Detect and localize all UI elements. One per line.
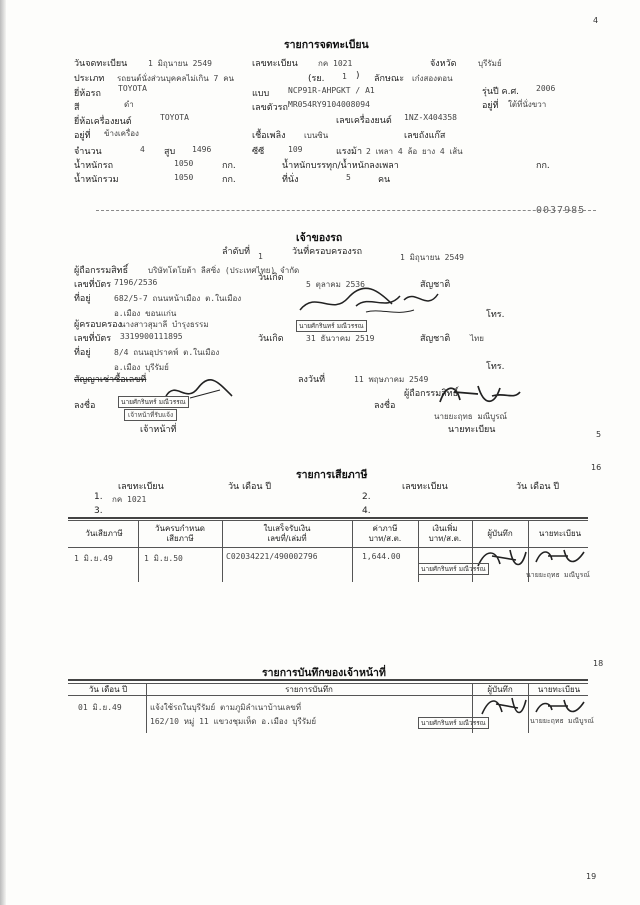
regno-label: เลขทะเบียน bbox=[252, 59, 298, 69]
contract-date-value: 11 พฤษภาคม 2549 bbox=[354, 375, 429, 384]
engine-loc-label: อยู่ที่ bbox=[74, 131, 91, 141]
location-label: อยู่ที่ bbox=[482, 101, 499, 111]
sign1-label: ลงชื่อ bbox=[74, 401, 96, 411]
tax-regno-header-left: เลขทะเบียน bbox=[118, 482, 164, 492]
weight-unit: กก. bbox=[222, 161, 236, 171]
holder-addr2-value: อ.เมือง บุรีรัมย์ bbox=[114, 363, 169, 372]
total-weight-label: น้ำหนักรวม bbox=[74, 175, 119, 185]
color-label: สี bbox=[74, 103, 80, 113]
contract-date-label: ลงวันที่ bbox=[298, 375, 326, 385]
page-number-18: 18 bbox=[593, 659, 604, 668]
chassis-label: เลขตัวรถ bbox=[252, 103, 288, 113]
brand-value: TOYOTA bbox=[118, 84, 147, 93]
tax-row4-no: 4. bbox=[362, 506, 371, 516]
notes-registrar-signature bbox=[530, 696, 590, 718]
tax-regno-header-right: เลขทะเบียน bbox=[402, 482, 448, 492]
regno-value: กค 1021 bbox=[318, 59, 353, 68]
sign1-name: นายศักรินทร์ มณีวรรณ bbox=[118, 396, 189, 408]
style-label: ลักษณะ bbox=[374, 74, 405, 84]
card-label: เลขที่บัตร bbox=[74, 280, 112, 290]
chassis-value: MR054RY9104008094 bbox=[288, 100, 370, 109]
birth-label: วันเกิด bbox=[258, 273, 284, 283]
total-weight-unit: กก. bbox=[222, 175, 236, 185]
notes-row-line1: แจ้งใช้รถในบุรีรัมย์ ตามภูมิลำเนาบ้านเลขที่ bbox=[150, 703, 302, 712]
style-value: เก๋งสองตอน bbox=[412, 74, 453, 83]
notes-stamp: นายศักรินทร์ มณีวรรณ bbox=[418, 717, 489, 729]
hp-value: 2 เพลา 4 ล้อ ยาง 4 เส้น bbox=[366, 147, 463, 156]
gas-label: เลขถังแก๊ส bbox=[404, 131, 446, 141]
load-unit: กก. bbox=[536, 161, 550, 171]
count-value: 4 bbox=[140, 145, 145, 154]
type-label: ประเภท bbox=[74, 74, 105, 84]
tax-amount-value: 1,644.00 bbox=[362, 552, 401, 561]
tax-col-extra: เงินเพิ่ม บาท/ส.ต. bbox=[428, 524, 462, 543]
cc-value: 109 bbox=[288, 145, 303, 154]
notes-col-record: รายการบันทึก bbox=[285, 685, 333, 694]
owner-sig-label: ผู้ถือกรรมสิทธิ์ bbox=[404, 389, 459, 399]
notes-col-registrar: นายทะเบียน bbox=[537, 685, 581, 694]
type-value: รถยนต์นั่งส่วนบุคคลไม่เกิน 7 คน bbox=[117, 74, 235, 83]
notes-title: รายการบันทึกของเจ้าหน้าที่ bbox=[262, 667, 386, 679]
owner-value: บริษัทโตโยต้า ลีสซิ่ง (ประเทศไทย) จำกัด bbox=[148, 266, 300, 275]
seat-label: ที่นั่ง bbox=[282, 175, 299, 185]
tax-col-paid: วันเสียภาษี bbox=[85, 529, 123, 538]
count-label: จำนวน bbox=[74, 147, 102, 157]
tax-title: รายการเสียภาษี bbox=[296, 469, 368, 481]
page-number-5: 5 bbox=[596, 430, 602, 439]
owner-signature bbox=[296, 282, 446, 324]
page-number-19: 19 bbox=[586, 872, 597, 881]
seat-value: 5 bbox=[346, 173, 351, 182]
page-number-16: 16 bbox=[591, 463, 602, 472]
modelyear-value: 2006 bbox=[536, 84, 556, 93]
fuel-value: เบนซิน bbox=[304, 131, 329, 140]
tax-col-recorder: ผู้บันทึก bbox=[487, 529, 513, 538]
tel-label: โทร. bbox=[486, 310, 505, 320]
color-value: ดำ bbox=[124, 100, 134, 109]
seat-unit: คน bbox=[378, 175, 391, 185]
seq-label: ลำดับที่ bbox=[222, 247, 251, 257]
holder-addr-label: ที่อยู่ bbox=[74, 348, 91, 358]
possess-label: วันที่ครอบครองรถ bbox=[292, 247, 363, 257]
holder-tel-label: โทร. bbox=[486, 362, 505, 372]
load-label: น้ำหนักบรรทุก/น้ำหนักลงเพลา bbox=[282, 161, 399, 171]
notes-registrar-name: นายยะฤทธ มณีบูรณ์ bbox=[530, 717, 594, 725]
registrar-signature bbox=[434, 378, 524, 410]
holder-card-label: เลขที่บัตร bbox=[74, 334, 112, 344]
model-label: แบบ bbox=[252, 89, 270, 99]
nation-label: สัญชาติ bbox=[420, 280, 451, 290]
cyl-value: 1496 bbox=[192, 145, 212, 154]
holder-label: ผู้ครอบครอง bbox=[74, 320, 122, 330]
sign2-label: ลงชื่อ bbox=[374, 401, 396, 411]
registration-title: รายการจดทะเบียน bbox=[284, 39, 369, 51]
birth-value: 5 ตุลาคม 2536 bbox=[306, 280, 365, 289]
cyl-label: สูบ bbox=[164, 147, 176, 157]
province-value: บุรีรัมย์ bbox=[478, 59, 502, 68]
owner-stamp: นายศักรินทร์ มณีวรรณ bbox=[296, 320, 367, 332]
sign1-caption: เจ้าหน้าที่ bbox=[140, 425, 177, 435]
cc-label: ซีซี bbox=[252, 147, 265, 157]
notes-col-date: วัน เดือน ปี bbox=[88, 685, 128, 694]
tax-date-header-right: วัน เดือน ปี bbox=[516, 482, 560, 492]
contract-label: สัญญาเช่าซื้อเลขที่ bbox=[74, 375, 147, 385]
owner-title: เจ้าของรถ bbox=[296, 232, 343, 244]
holder-birth-value: 31 ธันวาคม 2519 bbox=[306, 334, 375, 343]
rs-value: 1 bbox=[342, 72, 347, 81]
engine-loc-value: ข้างเครื่อง bbox=[104, 129, 139, 138]
engine-no-label: เลขเครื่องยนต์ bbox=[336, 116, 392, 126]
hp-label: แรงม้า bbox=[336, 147, 363, 157]
tax-row2-no: 2. bbox=[362, 492, 371, 502]
tax-col-amount: ค่าภาษี บาท/ส.ต. bbox=[368, 524, 402, 543]
notes-row-date: 01 มิ.ย.49 bbox=[78, 703, 122, 712]
tax-paid-value: 1 มิ.ย.49 bbox=[74, 554, 113, 563]
tax-stamp: นายศักรินทร์ มณีวรรณ bbox=[418, 563, 489, 575]
possess-value: 1 มิถุนายน 2549 bbox=[400, 253, 464, 262]
holder-nation-value: ไทย bbox=[470, 334, 484, 343]
reg-date-value: 1 มิถุนายน 2549 bbox=[148, 59, 212, 68]
tax-row1-regno: กค 1021 bbox=[112, 495, 147, 504]
engine-brand-value: TOYOTA bbox=[160, 113, 189, 122]
engine-brand-label: ยี่ห้อเครื่องยนต์ bbox=[74, 117, 132, 127]
torn-edge bbox=[96, 210, 596, 217]
stray-number: 0037985 bbox=[536, 205, 586, 216]
sign2-caption: นายทะเบียน bbox=[448, 425, 496, 435]
province-label: จังหวัด bbox=[430, 59, 457, 69]
fuel-label: เชื้อเพลิง bbox=[252, 131, 286, 141]
notes-row-line2: 162/10 หมู่ 11 แขวงชุมเห็ด อ.เมือง บุรีรัมย์ bbox=[150, 717, 317, 726]
weight-value: 1050 bbox=[174, 159, 194, 168]
holder-card-value: 3319900111895 bbox=[120, 332, 183, 341]
tax-col-registrar: นายทะเบียน bbox=[538, 529, 582, 538]
model-value: NCP91R-AHPGKT / A1 bbox=[288, 86, 375, 95]
card-value: 7196/2536 bbox=[114, 278, 158, 287]
total-weight-value: 1050 bbox=[174, 173, 194, 182]
weight-label: น้ำหนักรถ bbox=[74, 161, 114, 171]
engine-no-value: 1NZ-X404358 bbox=[404, 113, 457, 122]
owner-label: ผู้ถือกรรมสิทธิ์ bbox=[74, 266, 129, 276]
brand-label: ยี่ห้อรถ bbox=[74, 89, 101, 99]
tax-registrar-signature bbox=[530, 544, 590, 568]
notes-col-recorder: ผู้บันทึก bbox=[487, 685, 513, 694]
holder-birth-label: วันเกิด bbox=[258, 334, 284, 344]
tax-col-due: วันครบกำหนด เสียภาษี bbox=[155, 524, 205, 543]
holder-value: นางสาวสุมาลี บำรุงธรรม bbox=[120, 320, 209, 329]
reg-date-label: วันจดทะเบียน bbox=[74, 59, 128, 69]
tax-row3-no: 3. bbox=[94, 506, 103, 516]
tax-row1-no: 1. bbox=[94, 492, 103, 502]
rs-label: (รย. bbox=[308, 74, 325, 84]
location-value: ใต้ที่นั่งขวา bbox=[508, 100, 547, 109]
rs-close: ) bbox=[356, 71, 360, 81]
sign2-name: นายยะฤทธ มณีบูรณ์ bbox=[434, 412, 507, 421]
addr1-value: 682/5-7 ถนนหน้าเมือง ต.ในเมือง bbox=[114, 294, 242, 303]
tax-due-value: 1 มิ.ย.50 bbox=[144, 554, 183, 563]
holder-nation-label: สัญชาติ bbox=[420, 334, 451, 344]
tax-registrar-name: นายยะฤทธ มณีบูรณ์ bbox=[526, 571, 590, 579]
seq-value: 1 bbox=[258, 252, 263, 261]
page-number-top: 4 bbox=[593, 16, 599, 25]
page-edge bbox=[0, 0, 6, 905]
sign1-role: เจ้าหน้าที่รับแจ้ง bbox=[124, 409, 177, 421]
tax-date-header-left: วัน เดือน ปี bbox=[228, 482, 272, 492]
addr2-value: อ.เมือง ขอนแก่น bbox=[114, 309, 177, 318]
holder-addr1-value: 8/4 ถนนอุปราคพ์ ต.ในเมือง bbox=[114, 348, 220, 357]
tax-receipt-value: C02034221/490002796 bbox=[226, 552, 318, 561]
tax-col-receipt: ใบเสร็จรับเงิน เลขที่/เล่มที่ bbox=[263, 524, 311, 543]
modelyear-label: รุ่นปี ค.ศ. bbox=[482, 87, 520, 97]
addr-label: ที่อยู่ bbox=[74, 294, 91, 304]
